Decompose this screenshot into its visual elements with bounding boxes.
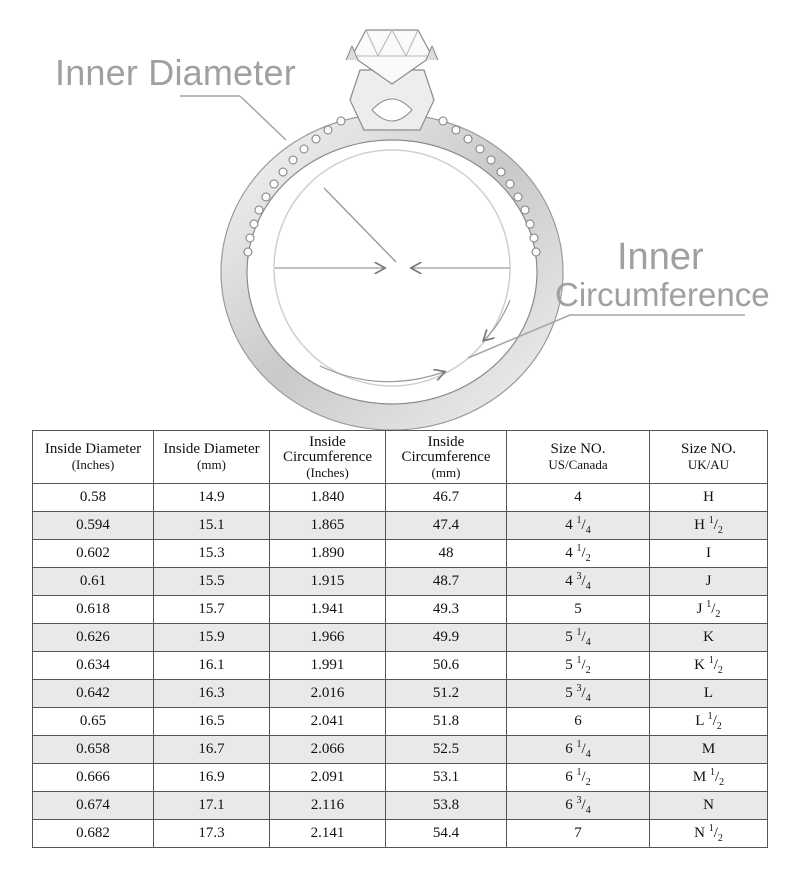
cell-size-us-canada: 6 $^1/_4$: [507, 736, 650, 764]
table-header-row: [33, 431, 768, 484]
size-whole: I: [706, 545, 711, 561]
ring-setting: [346, 30, 438, 130]
table-row: [33, 540, 768, 568]
table-row: [33, 764, 768, 792]
size-whole: J: [696, 601, 703, 617]
cell-circumference-mm: 50.6: [386, 652, 507, 680]
fraction-denominator: 2: [585, 665, 591, 676]
cell-size-uk-au: K $^1/_2$: [650, 652, 768, 680]
cell-circumference-mm: 49.3: [386, 596, 507, 624]
cell-diameter-inches: 0.642: [33, 680, 154, 708]
cell-size-us-canada: 5 $^3/_4$: [507, 680, 650, 708]
table-row: [33, 512, 768, 540]
cell-circumference-mm: 51.2: [386, 680, 507, 708]
cell-size-uk-au: L $^1/_2$: [650, 708, 768, 736]
size-whole: 6: [574, 713, 582, 729]
cell-size-us-canada: 4 $^1/_2$: [507, 540, 650, 568]
fraction-numerator: 1: [708, 515, 714, 526]
cell-circumference-inches: 2.041: [270, 708, 386, 736]
cell-size-us-canada: [507, 708, 650, 736]
size-whole: 4: [565, 545, 573, 561]
cell-circumference-inches: 1.890: [270, 540, 386, 568]
cell-size-uk-au: [650, 540, 768, 568]
fraction-numerator: 1: [706, 599, 712, 610]
fraction-denominator: 4: [585, 805, 591, 816]
cell-size-uk-au: [650, 680, 768, 708]
cell-diameter-inches: 0.674: [33, 792, 154, 820]
size-whole: M: [701, 741, 716, 757]
fraction-numerator: 1: [576, 767, 582, 778]
cell-diameter-mm: 15.3: [154, 540, 270, 568]
cell-circumference-inches: 1.840: [270, 484, 386, 512]
inner-circumference-label-line2: Circumference: [555, 276, 770, 313]
cell-circumference-inches: 1.991: [270, 652, 386, 680]
cell-diameter-mm: 15.7: [154, 596, 270, 624]
fraction-numerator: 1: [576, 543, 582, 554]
cell-diameter-mm: 15.1: [154, 512, 270, 540]
cell-circumference-mm: 48.7: [386, 568, 507, 596]
cell-size-uk-au: [650, 792, 768, 820]
cell-size-us-canada: 6 $^1/_2$: [507, 764, 650, 792]
table-row: [33, 596, 768, 624]
cell-diameter-mm: 16.5: [154, 708, 270, 736]
cell-circumference-inches: 2.091: [270, 764, 386, 792]
size-whole: 4: [574, 489, 582, 505]
size-whole: N: [703, 797, 714, 813]
size-whole: 5: [574, 601, 582, 617]
cell-circumference-mm: 46.7: [386, 484, 507, 512]
cell-diameter-inches: 0.58: [33, 484, 154, 512]
ring-diagram: [0, 0, 800, 430]
fraction-numerator: 1: [576, 627, 582, 638]
size-whole: 4: [565, 517, 573, 533]
cell-diameter-mm: 16.3: [154, 680, 270, 708]
cell-diameter-mm: 16.9: [154, 764, 270, 792]
cell-diameter-mm: 14.9: [154, 484, 270, 512]
table-row: [33, 820, 768, 848]
cell-circumference-mm: 53.1: [386, 764, 507, 792]
size-whole: 6: [565, 741, 573, 757]
fraction-denominator: 4: [585, 525, 591, 536]
ring-size-table: [32, 430, 768, 848]
cell-diameter-mm: 16.1: [154, 652, 270, 680]
cell-size-uk-au: [650, 624, 768, 652]
inner-diameter-label: Inner Diameter: [55, 52, 296, 93]
fraction-denominator: 2: [717, 525, 723, 536]
size-whole: L: [695, 713, 704, 729]
size-whole: 4: [565, 573, 573, 589]
cell-diameter-inches: 0.666: [33, 764, 154, 792]
fraction-denominator: 4: [585, 693, 591, 704]
fraction-numerator: 1: [576, 655, 582, 666]
cell-diameter-mm: 15.9: [154, 624, 270, 652]
inner-circumference-label-line1: Inner: [617, 236, 704, 278]
cell-diameter-inches: 0.602: [33, 540, 154, 568]
table-row: [33, 792, 768, 820]
fraction-numerator: 1: [708, 655, 714, 666]
cell-diameter-mm: 17.3: [154, 820, 270, 848]
cell-circumference-inches: 2.116: [270, 792, 386, 820]
fraction-denominator: 2: [585, 553, 591, 564]
cell-size-uk-au: [650, 736, 768, 764]
fraction-numerator: 3: [576, 571, 582, 582]
cell-size-us-canada: 4 $^1/_4$: [507, 512, 650, 540]
size-whole: N: [694, 825, 705, 841]
table-row: [33, 624, 768, 652]
header-inside-circumference-mm: Inside Circumference (mm): [386, 431, 507, 484]
cell-diameter-mm: 15.5: [154, 568, 270, 596]
size-whole: 6: [565, 797, 573, 813]
cell-circumference-inches: 2.066: [270, 736, 386, 764]
cell-size-us-canada: [507, 596, 650, 624]
fraction-numerator: 3: [576, 795, 582, 806]
header-inside-diameter-inches: Inside Diameter (Inches): [33, 431, 154, 484]
cell-size-us-canada: 4 $^3/_4$: [507, 568, 650, 596]
size-whole: M: [692, 769, 707, 785]
cell-diameter-inches: 0.626: [33, 624, 154, 652]
table-row: [33, 736, 768, 764]
fraction-denominator: 4: [585, 581, 591, 592]
fraction-denominator: 2: [585, 777, 591, 788]
fraction-denominator: 2: [717, 833, 723, 844]
header-inside-diameter-mm: Inside Diameter (mm): [154, 431, 270, 484]
table-row: [33, 652, 768, 680]
cell-diameter-inches: 0.65: [33, 708, 154, 736]
cell-circumference-inches: 1.966: [270, 624, 386, 652]
cell-circumference-inches: 1.941: [270, 596, 386, 624]
header-inside-circumference-inches: Inside Circumference (Inches): [270, 431, 386, 484]
fraction-numerator: 1: [576, 515, 582, 526]
cell-diameter-inches: 0.61: [33, 568, 154, 596]
fraction-numerator: 1: [709, 767, 715, 778]
size-whole: 5: [565, 657, 573, 673]
cell-size-uk-au: N $^1/_2$: [650, 820, 768, 848]
cell-size-us-canada: [507, 820, 650, 848]
cell-diameter-inches: 0.682: [33, 820, 154, 848]
cell-circumference-inches: 1.865: [270, 512, 386, 540]
cell-circumference-mm: 48: [386, 540, 507, 568]
size-whole: 5: [565, 629, 573, 645]
fraction-denominator: 4: [585, 749, 591, 760]
cell-size-us-canada: 5 $^1/_2$: [507, 652, 650, 680]
fraction-numerator: 1: [708, 823, 714, 834]
fraction-denominator: 2: [715, 609, 721, 620]
size-whole: K: [694, 657, 705, 673]
fraction-denominator: 2: [717, 665, 723, 676]
size-whole: H: [703, 489, 714, 505]
size-whole: H: [694, 517, 705, 533]
cell-diameter-mm: 16.7: [154, 736, 270, 764]
cell-size-us-canada: [507, 484, 650, 512]
table-body: [33, 484, 768, 848]
fraction-denominator: 2: [719, 777, 725, 788]
cell-size-uk-au: J $^1/_2$: [650, 596, 768, 624]
cell-size-uk-au: M $^1/_2$: [650, 764, 768, 792]
cell-diameter-inches: 0.634: [33, 652, 154, 680]
fraction-numerator: 3: [576, 683, 582, 694]
size-whole: 6: [565, 769, 573, 785]
cell-circumference-mm: 51.8: [386, 708, 507, 736]
cell-size-us-canada: 5 $^1/_4$: [507, 624, 650, 652]
table-row: [33, 568, 768, 596]
cell-diameter-mm: 17.1: [154, 792, 270, 820]
cell-circumference-mm: 49.9: [386, 624, 507, 652]
cell-circumference-inches: 1.915: [270, 568, 386, 596]
cell-circumference-inches: 2.016: [270, 680, 386, 708]
table-row: [33, 708, 768, 736]
cell-diameter-inches: 0.618: [33, 596, 154, 624]
fraction-denominator: 2: [716, 721, 722, 732]
table-row: [33, 484, 768, 512]
cell-circumference-inches: 2.141: [270, 820, 386, 848]
cell-size-uk-au: [650, 484, 768, 512]
cell-circumference-mm: 53.8: [386, 792, 507, 820]
size-whole: 5: [565, 685, 573, 701]
fraction-numerator: 1: [576, 739, 582, 750]
fraction-denominator: 4: [585, 637, 591, 648]
header-size-uk-au: Size NO. UK/AU: [650, 431, 768, 484]
size-whole: L: [703, 685, 714, 701]
size-whole: 7: [574, 825, 582, 841]
cell-diameter-inches: 0.658: [33, 736, 154, 764]
size-whole: K: [703, 629, 714, 645]
cell-circumference-mm: 54.4: [386, 820, 507, 848]
cell-circumference-mm: 47.4: [386, 512, 507, 540]
cell-size-uk-au: [650, 568, 768, 596]
header-size-us-canada: Size NO. US/Canada: [507, 431, 650, 484]
fraction-numerator: 1: [707, 711, 713, 722]
cell-size-uk-au: H $^1/_2$: [650, 512, 768, 540]
table-row: [33, 680, 768, 708]
cell-circumference-mm: 52.5: [386, 736, 507, 764]
size-whole: J: [705, 573, 712, 589]
cell-diameter-inches: 0.594: [33, 512, 154, 540]
cell-size-us-canada: 6 $^3/_4$: [507, 792, 650, 820]
